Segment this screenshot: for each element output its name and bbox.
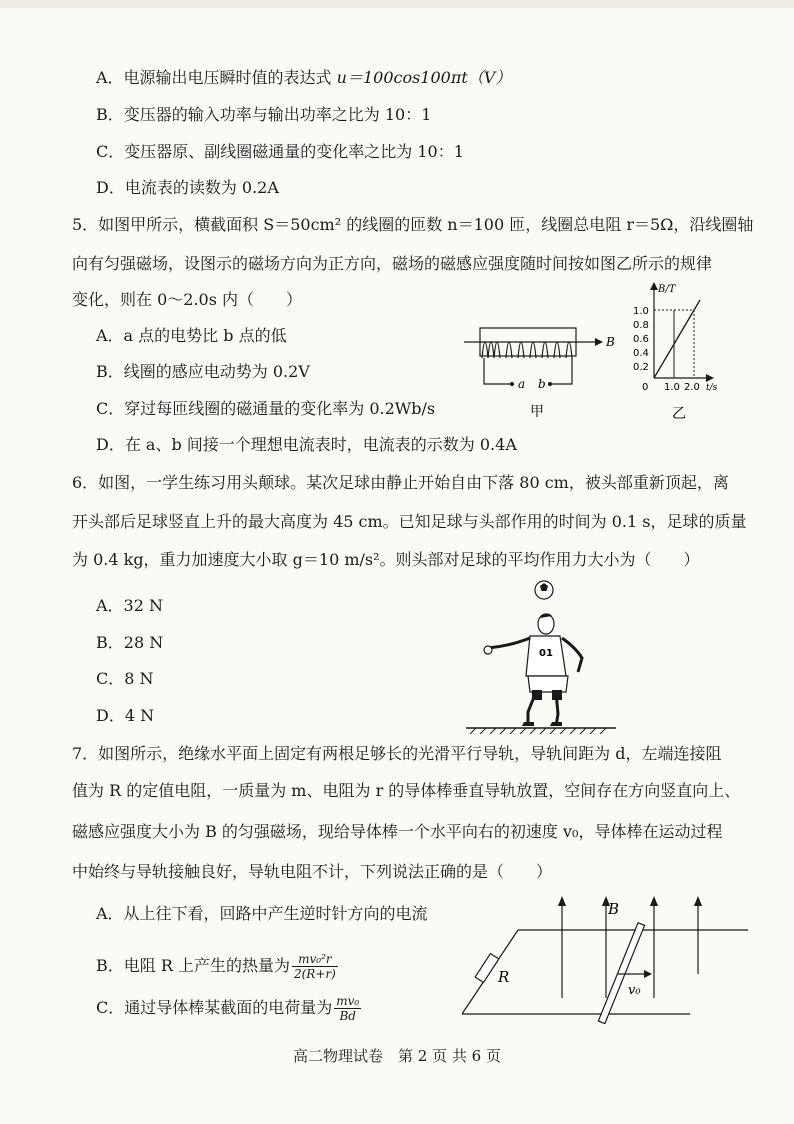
scan-edge xyxy=(0,0,794,8)
q4-option-b: B．变压器的输入功率与输出功率之比为 10：1 xyxy=(96,105,432,124)
q6-option-a: A．32 N xyxy=(96,596,164,615)
q7-stem-line1: 7．如图所示，绝缘水平面上固定有两根足够长的光滑平行导轨，导轨间距为 d，左端连接阻 xyxy=(72,744,722,763)
q5-stem-line2: 向有匀强磁场，设图示的磁场方向为正方向，磁场的磁感应强度随时间按如图乙所示的规律 xyxy=(72,254,713,273)
q5-yi-xtick: 2.0 xyxy=(684,382,700,393)
q7-figure-rails xyxy=(458,894,748,1024)
q5-yi-ytick: 0.6 xyxy=(633,334,649,345)
q5-yi-ytick: 1.0 xyxy=(633,306,649,317)
q5-option-c: C．穿过每匝线圈的磁通量的变化率为 0.2Wb/s xyxy=(96,399,436,418)
q5-figure-jia xyxy=(460,318,620,428)
q6-stem-line2: 开头部后足球竖直上升的最大高度为 45 cm。已知足球与头部作用的时间为 0.1 s，足球的质量 xyxy=(72,512,747,531)
q5-option-d: D．在 a、b 间接一个理想电流表时，电流表的示数为 0.4A xyxy=(96,435,517,454)
q6-stem-line1: 6．如图，一学生练习用头颠球。某次足球由静止开始自由下落 80 cm，被头部重新顶起，离 xyxy=(72,473,729,492)
q5-stem-line1: 5．如图甲所示，横截面积 S＝50cm² 的线圈的匝数 n＝100 匝，线圈总电阻 r＝5Ω，沿线圈轴 xyxy=(72,215,754,234)
q5-option-a: A．a 点的电势比 b 点的低 xyxy=(96,326,287,345)
q7-label-v0: v₀ xyxy=(628,983,641,998)
page-footer: 高二物理试卷 第 2 页 共 6 页 xyxy=(293,1047,501,1065)
q4-option-d: D．电流表的读数为 0.2A xyxy=(96,178,279,197)
q7-stem-line2: 值为 R 的定值电阻，一质量为 m、电阻为 r 的导体棒垂直导轨放置，空间存在方向竖直向上、 xyxy=(72,781,741,800)
q7-option-c: C．通过导体棒某截面的电荷量为 $\frac{\text{mv₀}}{Bd}$ xyxy=(96,994,360,1023)
q7-label-R: R xyxy=(498,968,510,986)
q6-stem-line3: 为 0.4 kg，重力加速度大小取 g＝10 m/s²。则头部对足球的平均作用力大小为（ ） xyxy=(72,550,700,569)
q7-stem-line3: 磁感应强度大小为 B 的匀强磁场，现给导体棒一个水平向右的初速度 v₀，导体棒在运动过程 xyxy=(72,822,723,841)
q6-option-d: D．4 N xyxy=(96,706,155,725)
q7-b-denominator: 2(R+r) xyxy=(293,967,336,981)
q7-option-b: B．电阻 R 上产生的热量为 $\frac{\text{mv₀²r}}{2(R+r)}$ xyxy=(96,952,336,981)
q5-jia-caption: 甲 xyxy=(530,404,544,420)
q5-yi-xtick: 1.0 xyxy=(664,382,680,393)
q6-option-c: C．8 N xyxy=(96,669,154,688)
q7-stem-line4: 中始终与导轨接触良好，导轨电阻不计，下列说法正确的是（ ） xyxy=(72,862,553,881)
shirt-number: 01 xyxy=(539,648,553,659)
q7-c-denominator: Bd xyxy=(339,1009,356,1023)
q7-option-a: A．从上往下看，回路中产生逆时针方向的电流 xyxy=(96,904,428,923)
q5-jia-label-b: b xyxy=(538,377,546,391)
q5-option-b: B．线圈的感应电动势为 0.2V xyxy=(96,362,310,381)
q5-figure-yi xyxy=(628,278,728,428)
q7-b-numerator: mv₀²r xyxy=(292,952,338,967)
q7-label-B: B xyxy=(608,900,620,918)
q5-jia-label-B: B xyxy=(606,335,615,349)
q5-jia-label-a: a xyxy=(518,377,526,391)
q5-yi-origin: 0 xyxy=(642,382,649,393)
q6-option-b: B．28 N xyxy=(96,633,164,652)
q5-yi-ytick: 0.4 xyxy=(633,348,649,359)
q6-figure-player xyxy=(466,576,616,734)
q5-yi-ytick: 0.2 xyxy=(633,362,649,373)
q4-option-c: C．变压器原、副线圈磁通量的变化率之比为 10：1 xyxy=(96,142,464,161)
q7-c-numerator: mv₀ xyxy=(336,994,360,1008)
q5-yi-ytick: 0.8 xyxy=(633,320,649,331)
q5-yi-ylabel: B/T xyxy=(658,284,676,295)
q5-stem-line3: 变化，则在 0～2.0s 内（ ） xyxy=(72,290,303,309)
q5-yi-xlabel: t/s xyxy=(706,383,718,393)
q5-yi-caption: 乙 xyxy=(672,406,686,422)
q4-option-a: A．电源输出电压瞬时值的表达式 u＝100cos100πt（V） xyxy=(96,68,512,87)
